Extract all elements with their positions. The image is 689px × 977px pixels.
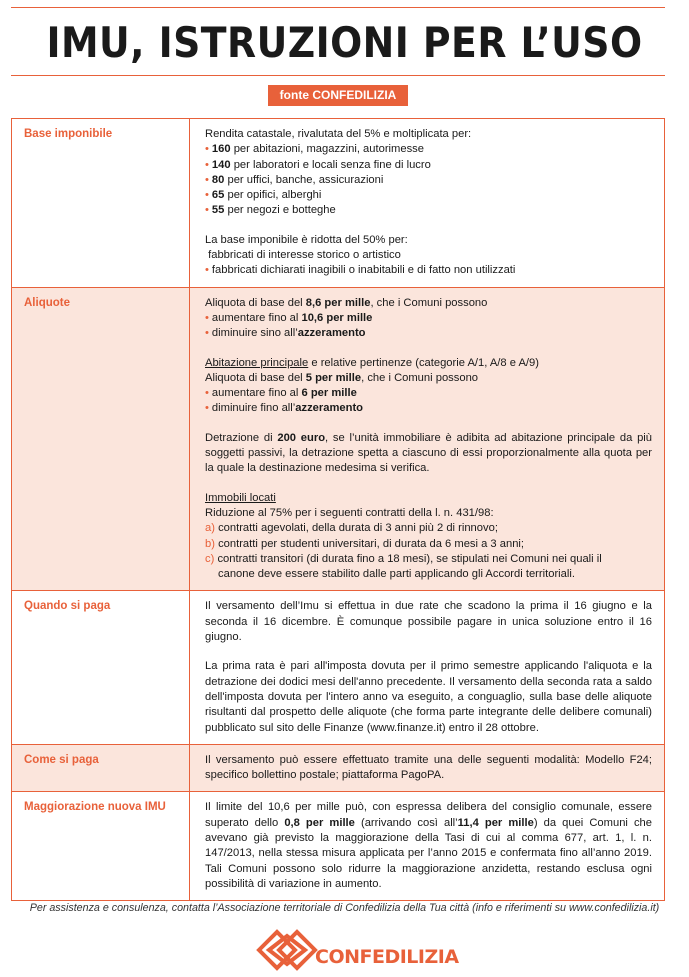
list-item: • 140 per laboratori e locali senza fine di lucro xyxy=(205,158,431,171)
row-content xyxy=(190,591,664,743)
source-badge: fonte CONFEDILIZIA xyxy=(268,85,408,106)
detrazione-text: Detrazione di 200 euro, se l’unità immobiliare è adibita ad abitazione principale da più soggetti passivi, la detrazione spetta a ciascuno di essi proporzionalmente alla quota per la quale la destinazione medesima si verifica. xyxy=(205,431,652,475)
list-item: • aumentare fino al 6 per mille xyxy=(205,387,357,400)
list-item: • 65 per opifici, alberghi xyxy=(205,189,322,202)
reduced-intro: La base imponibile è ridotta del 50% per: xyxy=(205,233,408,246)
row-maggiorazione xyxy=(12,791,664,900)
list-item: • 80 per uffici, banche, assicurazioni xyxy=(205,173,384,186)
row-come-si-paga xyxy=(12,744,664,792)
abitazione-heading: Abitazione principale e relative pertinenze (categorie A/1, A/8 e A/9) xyxy=(205,356,539,369)
aliquota-abitazione: Aliquota di base del 5 per mille, che i Comuni possono xyxy=(205,371,479,384)
row-quando-si-paga xyxy=(12,590,664,743)
quando-paragraph: Il versamento dell’Imu si effettua in due rate che scadono la prima il 16 giugno e la seconda il 16 dicembre. È comunque possibile pagare in unica soluzione entro il 16 giugno. xyxy=(205,600,652,644)
row-label: Base imponibile xyxy=(12,119,190,287)
list-item: c) contratti transitori (di durata fino a 18 mesi), se stipulati nei Comuni nei quali il xyxy=(205,552,602,565)
row-label: Come si paga xyxy=(12,745,190,792)
title-rule xyxy=(11,75,665,76)
list-item: • 55 per negozi e botteghe xyxy=(205,204,336,217)
list-item: fabbricati di interesse storico o artistico xyxy=(208,249,401,262)
logo-text: CONFEDILIZIA xyxy=(315,946,459,968)
row-content xyxy=(190,288,664,591)
footer-note: Per assistenza e consulenza, contatta l’Associazione territoriale di Confedilizia della Tua città (info e riferimenti su www.confedilizia.it) xyxy=(29,902,660,914)
row-base-imponibile xyxy=(12,119,664,287)
list-item: • 160 per abitazioni, magazzini, autorimesse xyxy=(205,143,424,156)
row-label: Quando si paga xyxy=(12,591,190,743)
confedilizia-logo xyxy=(255,928,459,972)
come-paragraph: Il versamento può essere effettuato tramite una delle seguenti modalità: Modello F24; specifico bollettino postale; piattaforma PagoPA. xyxy=(205,753,652,782)
page-title: IMU, ISTRUZIONI PER L’USO xyxy=(46,18,643,67)
row-content xyxy=(190,745,664,792)
locati-intro: Riduzione al 75% per i seguenti contratti della l. n. 431/98: xyxy=(205,506,494,519)
info-table xyxy=(11,118,665,901)
list-item-continued: canone deve essere stabilito dalle parti applicando gli Accordi territoriali. xyxy=(218,568,575,581)
list-item: • diminuire sino all’azzeramento xyxy=(205,327,366,340)
row-label: Maggiorazione nuova IMU xyxy=(12,792,190,900)
row-content xyxy=(190,119,664,287)
locati-heading: Immobili locati xyxy=(205,491,276,504)
top-rule xyxy=(11,7,665,8)
row-aliquote xyxy=(12,287,664,591)
aliquota-base: Aliquota di base del 8,6 per mille, che i Comuni possono xyxy=(205,296,488,309)
list-item: b) contratti per studenti universitari, di durata da 6 mesi a 3 anni; xyxy=(205,537,525,550)
list-item: • aumentare fino al 10,6 per mille xyxy=(205,311,373,324)
maggiorazione-paragraph: Il limite del 10,6 per mille può, con espressa delibera del consiglio comunale, essere superato dello 0,8 per mille (arrivando così all’11,4 per mille) da quei Comuni che avevano già previsto la maggiorazione della Tasi di cui al comma 677, art. 1, l. n. 147/2013, nella stessa misura applicata per l’anno 2015 e confermata fino all’anno 2019. Tali Comuni possono solo ridurre la maggiorazione anzidetta, restando esclusa ogni possibilità di variazione in aumento. xyxy=(205,801,652,890)
list-item: a) contratti agevolati, della durata di 3 anni più 2 di rinnovo; xyxy=(205,522,498,535)
row-label: Aliquote xyxy=(12,288,190,591)
quando-paragraph: La prima rata è pari all'imposta dovuta per il primo semestre applicando l'aliquota e la detrazione dei dodici mesi dell'anno precedente. Il versamento della seconda rata a saldo dell'imposta dovuta per l'intero anno va eseguito, a conguaglio, sulla base delle aliquote risultanti dal prospetto delle aliquote (che forma parte integrante delle delibere comunali) pubblicato sul sito delle Finanze (www.finanze.it) entro il 28 ottobre. xyxy=(205,660,652,734)
list-item: • fabbricati dichiarati inagibili o inabitabili e di fatto non utilizzati xyxy=(205,264,516,277)
base-intro: Rendita catastale, rivalutata del 5% e moltiplicata per: xyxy=(205,128,472,140)
list-item: • diminuire fino all’azzeramento xyxy=(205,402,364,415)
row-content xyxy=(190,792,664,900)
